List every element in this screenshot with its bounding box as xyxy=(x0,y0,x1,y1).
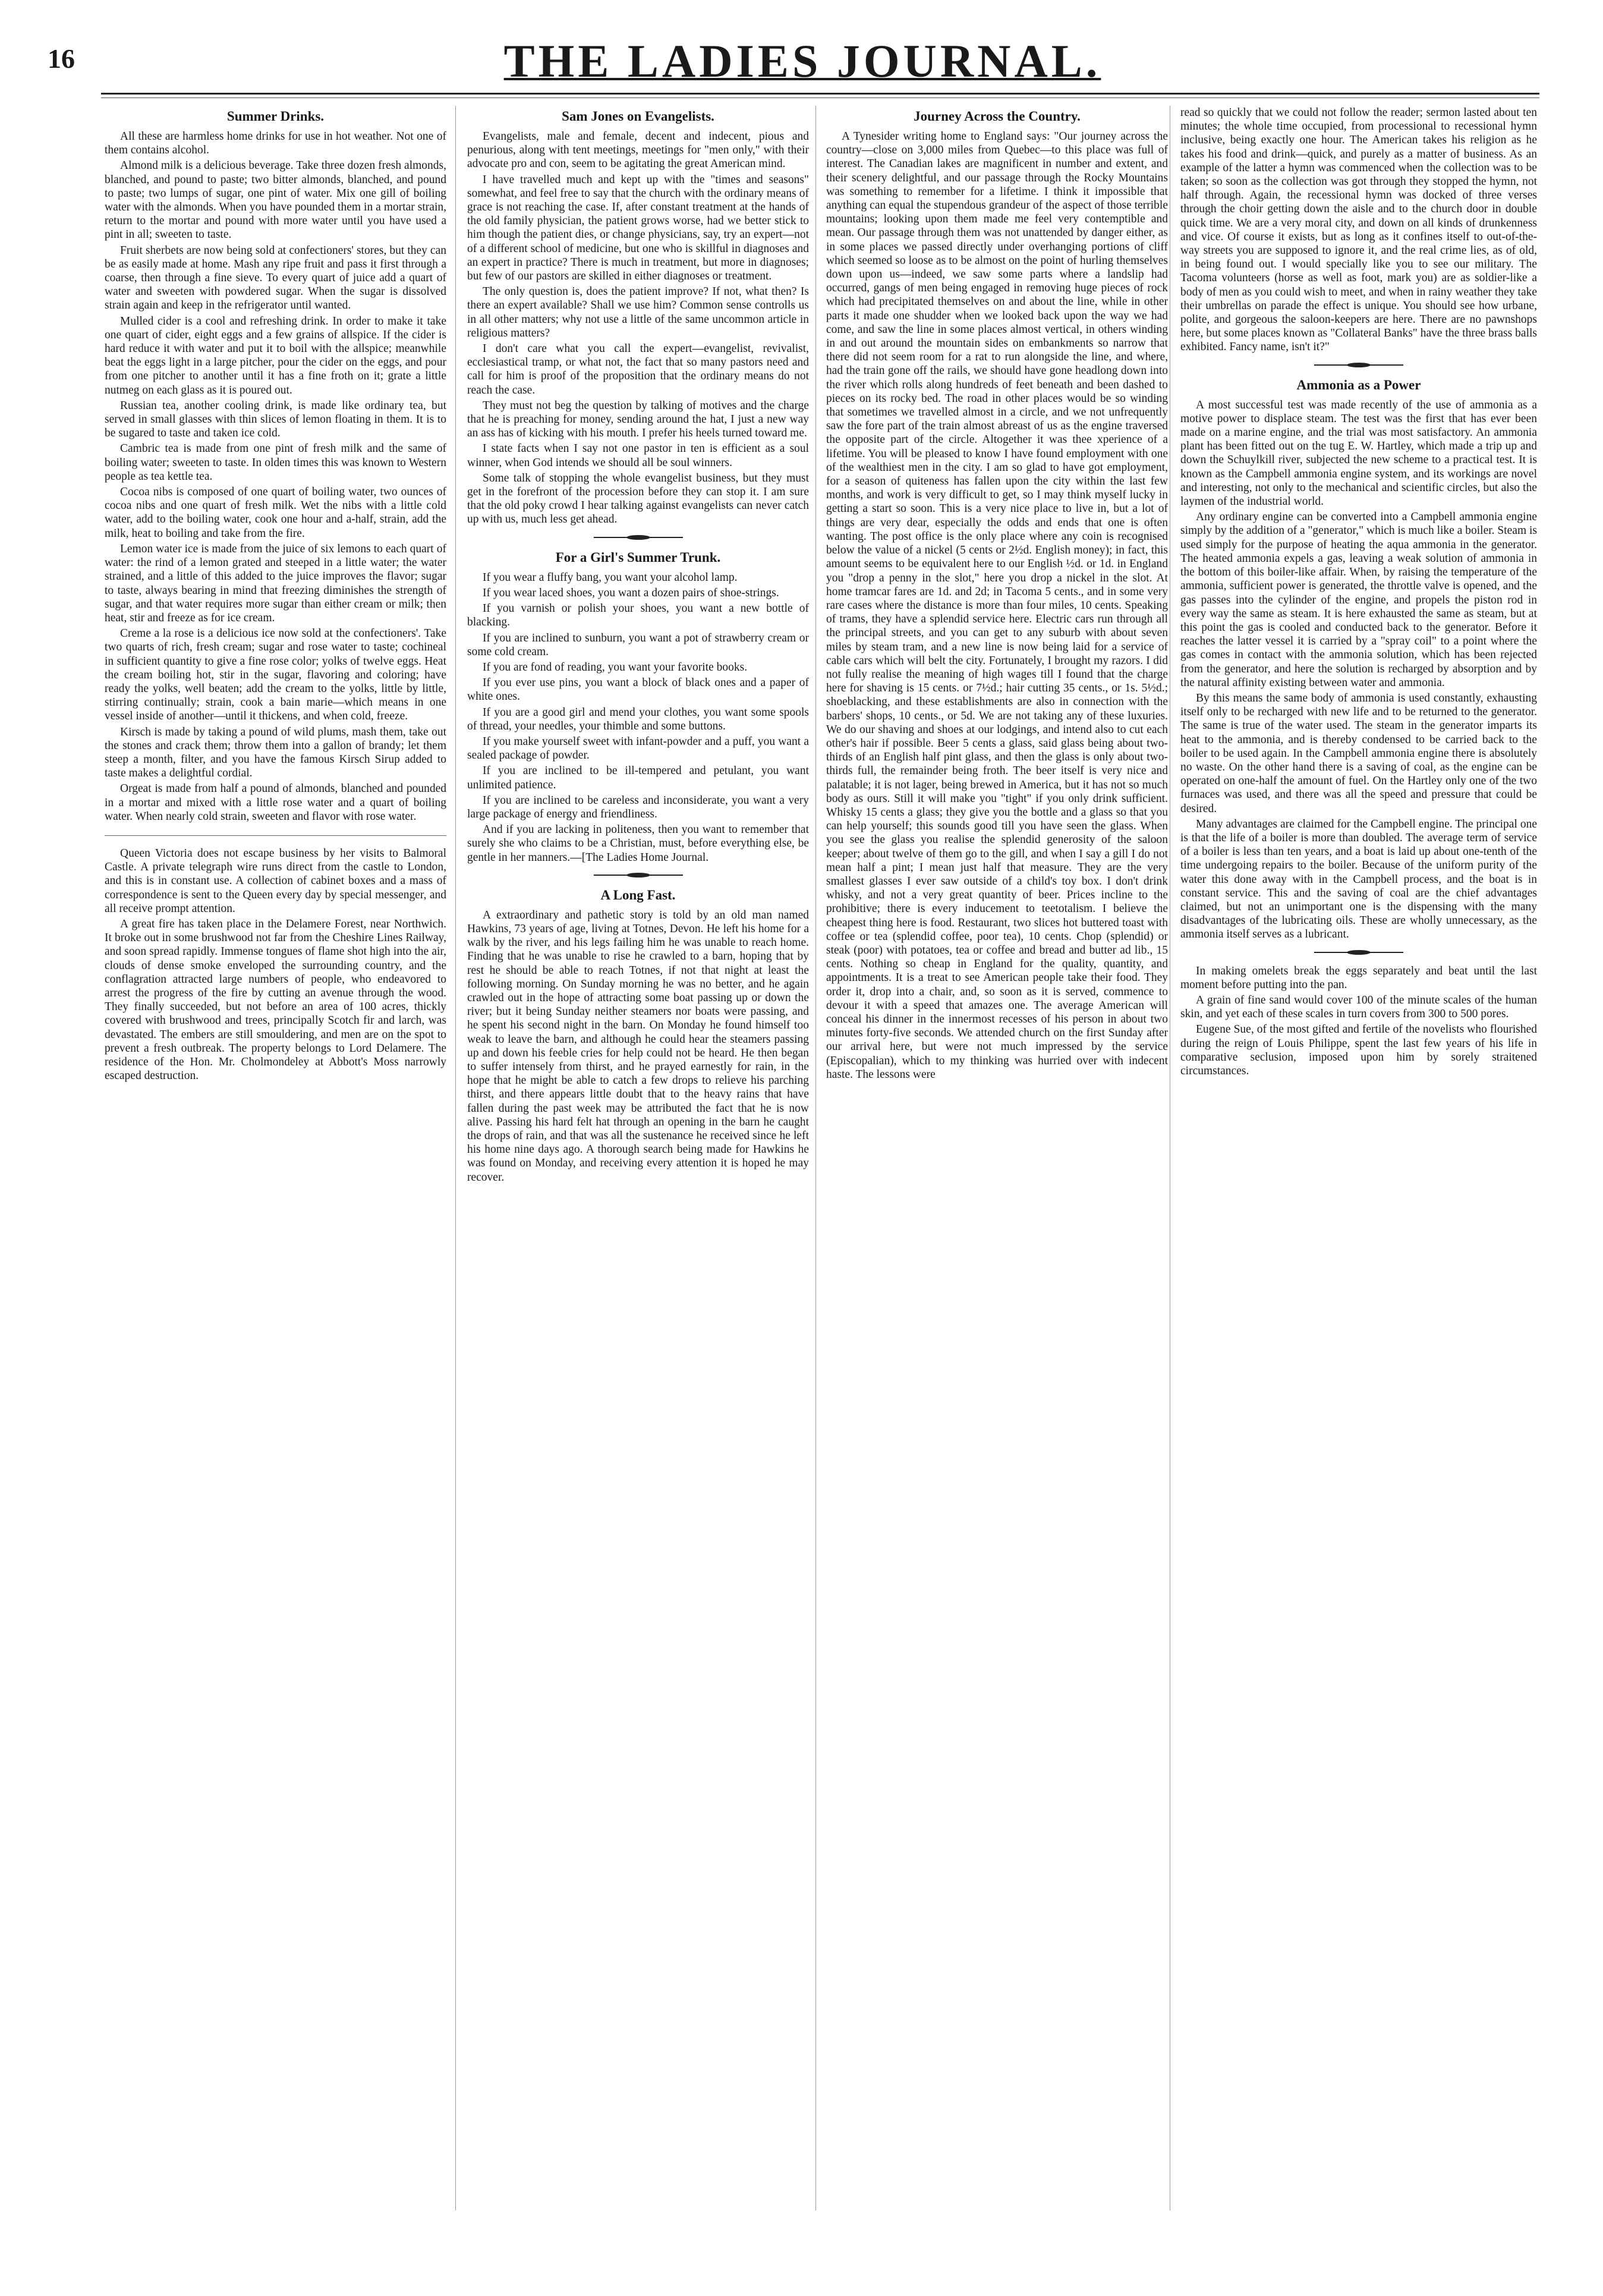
paragraph: read so quickly that we could not follow the reader; sermon lasted about ten minutes; the whole time occupied, from processional to recessional hymn inclusive, being exactly one hour. The American takes his religion as he takes his food and drink—quick, and purely as a matter of business. As an example of the latter a hymn was commenced when the collection was to be taken; so soon as the collection was got through they stopped the hymn, not half through. Again, the recessional hymn was docked of three verses through the choir getting down the aisle and to the church door in double quick time. We are a very moral city, and down on all kinds of drunkenness and vice. Of course it exists, but as long as it confines itself to out-of-the-way streets you are supposed to ignore it, and the real crime lies, as of old, in being found out. I would specially like you to see our military. The Tacoma volunteers (horse as well as foot, mark you) are as soldier-like a body of men as you could wish to meet, and when in rainy weather they take their umbrellas on parade the effect is unique. You should see how urbane, polite, and gorgeous the saloon-keepers are here. There are no pawnshops here, but some places known as "Collateral Banks" have the three brass balls exhibited. Fancy name, isn't it?" xyxy=(1180,106,1537,354)
paragraph: A great fire has taken place in the Delamere Forest, near Northwich. It broke out in some brushwood not far from the Cheshire Lines Railway, and soon spread rapidly. Immense tongues of flame shot high into the air, clouds of dense smoke enveloped the surrounding country, and the conflagration attracted large numbers of people, who endeavored to arrest the progress of the fire by cutting an avenue through the wood. They finally succeeded, but not before an area of 100 acres, thickly covered with brushwood and trees, principally Scotch fir and larch, was devastated. The embers are still smouldering, and men are on the spot to prevent a fresh outbreak. The property belongs to Lord Delamere. The residence of the Hon. Mr. Cholmondeley at Abbott's Moss narrowly escaped destruction. xyxy=(105,917,446,1083)
paragraph: If you are a good girl and mend your clothes, you want some spools of thread, your needles, your thimble and some buttons. xyxy=(467,706,809,732)
paragraph: If you wear laced shoes, you want a dozen pairs of shoe-strings. xyxy=(483,586,779,599)
paragraph: If you ever use pins, you want a block of black ones and a paper of white ones. xyxy=(467,677,809,703)
paragraph: Lemon water ice is made from the juice of six lemons to each quart of water: the rind of a lemon grated and steeped in a little water; the water strained, and a little of this added to the juice improves the flavor; sugar to taste, always bearing in mind that freezing diminishes the strength of sugar, and that water requires more sugar than either cream or milk; then heat, stir and freeze as for ice cream. xyxy=(105,542,446,624)
masthead-rule-thin xyxy=(101,97,1539,98)
paragraph: Kirsch is made by taking a pound of wild plums, mash them, take out the stones and crack them; throw them into a gallon of brandy; let them steep a month, filter, and you have the famous Kirsch Sirup added to taste makes a delightful cordial. xyxy=(105,725,446,780)
paragraph: A grain of fine sand would cover 100 of the minute scales of the human skin, and yet each of these scales in turn covers from 300 to 500 pores. xyxy=(1180,993,1537,1021)
paragraph: Any ordinary engine can be converted into a Campbell ammonia engine simply by the addition of a "generator," which is much like a boiler. Steam is used simply for the purpose of heating the aqua ammonia in the generator. The heated ammonia expels a gas, leaving a weak solution of ammonia in the bottom of this boiler-like affair. When, by raising the temperature of the ammonia, sufficient power is generated, the throttle valve is opened, and the gas passes into the cylinder of the engine, and propels the piston rod in every way the same as steam. It is here exhausted the same as steam, but at this point the gas is cooled and conducted back to the generator. Before it reaches the latter vessel it is carried by a "spray coil" to a point where the gas comes in contact with the ammonia solution, which has been rejected from the generator, and here the solution is recharged by absorption and by the natural affinity existing between water and ammonia. xyxy=(1180,511,1537,689)
paragraph: Fruit sherbets are now being sold at confectioners' stores, but they can be as easily made at home. Mash any ripe fruit and pass it first through a coarse, then through a fine sieve. To every quart of juice add a quart of water and sweeten with powdered sugar. When the sugar is dissolved strain again and keep in the refrigerator until wanted. xyxy=(105,244,446,312)
paragraph: Cocoa nibs is composed of one quart of boiling water, two ounces of cocoa nibs and one quart of fresh milk. Wet the nibs with a little cold water, add to the boiling water, cook one hour and a-half, strain, add the milk, heat to boiling and take from the fire. xyxy=(105,486,446,540)
paragraph: If you are inclined to sunburn, you want a pot of strawberry cream or some cold cream. xyxy=(467,631,809,658)
paragraph: A most successful test was made recently of the use of ammonia as a motive power to displace steam. The test was the first that has ever been made on a marine engine, and the trial was most satisfactory. An ammonia plant has been fitted out on the tug E. W. Hartley, which made a trip up and down the Schuylkill river, subjected the new scheme to a practical test. It is known as the Campbell ammonia engine system, and its workings are novel and interesting, not only to the mechanical and scientific circles, but also the laymen of the industrial world. xyxy=(1180,398,1537,508)
column-2 xyxy=(467,106,809,2258)
article-heading-summer-trunk: For a Girl's Summer Trunk. xyxy=(555,549,721,565)
paragraph: The only question is, does the patient improve? If not, what then? Is there an expert available? Shall we use him? Common sense controlls us in all other matters; why not use a little of the same uncommon article in religious matters? xyxy=(467,285,809,339)
ornamental-divider xyxy=(594,535,683,540)
page-number: 16 xyxy=(48,43,75,74)
paragraph: Queen Victoria does not escape business by her visits to Balmoral Castle. A private telegraph wire runs direct from the castle to London, and this is in constant use. A collection of cabinet boxes and a mass of correspondence is sent to the Queen every day by special messenger, and all receive prompt attention. xyxy=(105,847,446,915)
ornamental-divider xyxy=(1314,950,1403,955)
paragraph: All these are harmless home drinks for use in hot weather. Not one of them contains alcohol. xyxy=(105,130,446,157)
journal-title: THE LADIES JOURNAL. xyxy=(503,35,1101,87)
paragraph: They must not beg the question by talking of motives and the charge that he is preaching for money, sending around the hat, I just a new way an ass has of kicking with his mouth. I prefer his heels turned toward me. xyxy=(467,399,809,440)
column-3 xyxy=(826,106,1168,2258)
paragraph: If you varnish or polish your shoes, you want a new bottle of blacking. xyxy=(467,602,809,629)
paragraph: If you are fond of reading, you want your favorite books. xyxy=(483,661,748,674)
paragraph: Many advantages are claimed for the Campbell engine. The principal one is that the life of a boiler is more than doubled. The average term of service of a boiler is less than ten years, and a boat is laid up about one-tenth of the time undergoing repairs to the boiler. Because of the uniform purity of the water this done away with in the Campbell process, and the boat is in constant service. This and the saving of coal are the chief advantages claimed, but not an unimportant one is the dispensing with the many disadvantages of the lubricating oils. These are wholly unnecessary, as the ammonia itself serves as a lubricant. xyxy=(1180,817,1537,941)
column-4 xyxy=(1180,106,1537,2258)
paragraph: Orgeat is made from half a pound of almonds, blanched and pounded in a mortar and mixed with a little rose water and a quart of boiling water. When nearly cold strain, sweeten and flavor with rose water. xyxy=(105,782,446,823)
paragraph: Creme a la rose is a delicious ice now sold at the confectioners'. Take two quarts of rich, fresh cream; sugar and rose water to taste; cochineal in sufficient quantity to give a fine rose color; yolks of twelve eggs. Heat the cream boiling hot, stir in the sugar, flavoring and coloring; have ready the yolks, well beaten; add the cream to the yolks, little by little, stirring continually; strain, cook a bain marie—which means in one vessel inside of another—until it thickens, and when cold, freeze. xyxy=(105,627,446,723)
paragraph: Eugene Sue, of the most gifted and fertile of the novelists who flourished during the reign of Louis Philippe, spent the last few years of his life in comparative seclusion, imposed upon him by sorely straitened circumstances. xyxy=(1180,1023,1537,1077)
paragraph: A Tynesider writing home to England says: "Our journey across the country—close on 3,000 miles from Quebec—to this place was full of interest. The Canadian lakes are magnificent in number and extent, and their scenery delightful, and our passage through the Rocky Mountains was something to remember for a lifetime. I think it impossible that anything can equal the stupendous grandeur of the aspect of those terrible mountains; looking upon them made me feel very contemptible and mean. Our passage through them was not unattended by danger either, as in some places we passed directly under overhanging portions of cliff which seemed so loose as to be almost on the point of hurling themselves down upon us—indeed, we saw some parts where a landslip had occurred, gangs of men being engaged in removing huge pieces of rock which had precipitated themselves on and about the line, while in other parts it made one shudder when we looked back upon the way we had come, and saw the line in some places almost vertical, in others winding in and out around the mountain sides on embankments so narrow that there did not seem room for a rat to run alongside the line, and where, had the train gone off the rails, we should have gone headlong down into the river which rolls along hundreds of feet beneath and been dashed to pieces on its rocky bed. The road in other places would be so winding that sometimes we travelled almost in a circle, and we not unfrequently saw the fore part of the train almost abreast of us as the engine traversed the opposite part of the circle. Altogether it was thee xperience of a lifetime. You will be pleased to know I have found employment with one of the wealthiest men in the city. I am so glad to have got employment, for a season of quiteness has fallen upon the city within the last few months, and work is very difficult to get, so I may think myself lucky in getting a start so soon. This is a very nice place to live in, but a lot of things are very dear, especially the odds and ends that one is often wanting. The post office is the only place where any coin is recognised below the value of a nickel (5 cents or 2½d. English money); in fact, this amount seems to be equivalent here to our English ½d. or 1d. in England you "drop a penny in the slot," here you drop a nickel in the slot. At home tramcar fares are 1d. and 2d; in Tacoma 5 cents., and in some very rare cases where the distance is more than four miles, 10 cents. Speaking of trams, they have a splendid service here. Electric cars run through all the principal streets, and you can get to any suburb with about seven miles by steam tram, and a new line is now being laid for a service of cable cars which will belt the city. Fortunately, I brought my razors. I did not fully realise the meaning of high wages till I found that the charge here for shaving is 15 cents. or 7½d.; hair cutting 35 cents., or 1s. 5½d.; shoeblacking, and these establishments are also in connection with the barbers' shops, 10 cents., or 5d. We are not taking any of these luxuries. We do our shaving and shoes at our lodgings, and intend also to cut each other's hair if possible. Beer 5 cents a glass, said glass being about two-thirds of an English half pint glass, and then the glass is only about two-thirds full, the remainder being froth. The beer itself is very nice and palatable; it is not lager, being brewed in America, but it has not so much body as ours. Still it will make you "tight" if you only drink sufficient. Whisky 15 cents a glass; they give you the bottle and a glass so that you can help yourself; this sounds good till you have seen the glass. When you see the glass you realise the splendid generosity of the saloon keeper; about twelve of them go to the gill, and when I say a gill I do not mean half a pint; I mean just half that measure. They are the very smallest glasses I ever saw outside of a child's toy box. I don't drink whisky, and not a very great quantity of beer. Prices incline to the prohibitive; there is every inducement to teetotalism. I believe the cheapest thing here is food. Restaurant, two slices hot buttered toast with coffee or tea (splendid coffee, poor tea), 10 cents. Chop (splendid) or steak (poor) with potatoes, tea or coffee and bread and butter ad lib., 15 cents. Nothing so cheap in England for the quality, quantity, and appointments. It is a treat to see American people take their food. They order it, drop into a chair, and, so soon as it is served, commence to devour it with a speed that amazes one. The average American will conceal his dinner in the innermost recesses of his person in about two minutes forty-five seconds. We attended church on the first Sunday after our arrival here, but were not much impressed by the service (Episcopalian), which to my thinking was hurried over with indecent haste. The lessons were xyxy=(826,130,1168,1081)
paragraph: Russian tea, another cooling drink, is made like ordinary tea, but served in small glasses with thin slices of lemon floating in them. It is to be sugared to taste and taken ice cold. xyxy=(105,399,446,440)
column-separator xyxy=(455,106,456,2210)
section-rule xyxy=(105,835,446,836)
column-separator xyxy=(815,106,816,2210)
masthead xyxy=(48,35,1557,87)
paragraph: If you wear a fluffy bang, you want your alcohol lamp. xyxy=(483,571,738,584)
article-heading-journey: Journey Across the Country. xyxy=(914,109,1081,124)
article-heading-summer-drinks: Summer Drinks. xyxy=(226,109,325,124)
article-heading-sam-jones: Sam Jones on Evangelists. xyxy=(562,109,714,124)
masthead-rule xyxy=(101,93,1539,95)
paragraph: Almond milk is a delicious beverage. Take three dozen fresh almonds, blanched, and pound to paste; two bitter almonds, blanched, and pound to paste; two lumps of sugar, one pint of water. Mix one gill of boiling water with the almonds. When you have pounded them in a mortar strain, return to the mortar and pound with more water until you have used a pint in all; sweeten to taste. xyxy=(105,159,446,241)
paragraph: I state facts when I say not one pastor in ten is efficient as a soul winner, when God intends we should all be soul winners. xyxy=(467,442,809,469)
paragraph: A extraordinary and pathetic story is told by an old man named Hawkins, 73 years of age, living at Totnes, Devon. He left his home for a walk by the river, and his legs failing him he was unable to reach home. Finding that he was unable to rise he crawled to a barn, hoping that by rest he should be able to reach Totnes, if not that night at least the following morning. On Sunday morning he was no better, and he again crawled out in the hope of attracting some boat passing up or down the river; but it being Sunday neither steamers nor boats were passing, and he spent his second night in the barn. On Monday he found himself too weak to leave the barn, and although he could hear the steamers passing up and down his feeble cries for help could not be heard. He then began to suffer intensely from thirst, and he prayed earnestly for rain, in the hope that he might be able to catch a few drops to relieve his parching thirst, and there appears little doubt that to the heavy rains that have fallen during the past week may be attributed the fact that he is now alive. Passing his hard felt hat through an opening in the barn he caught the drops of rain, and that was all the sustenance he received since he left his home nine days ago. A thorough search being made for Hawkins he was found on Monday, and receiving every attention it is hoped he may recover. xyxy=(467,908,809,1184)
paragraph: In making omelets break the eggs separately and beat until the last moment before putting into the pan. xyxy=(1180,964,1537,991)
paragraph: If you are inclined to be ill-tempered and petulant, you want unlimited patience. xyxy=(467,765,809,791)
article-heading-ammonia: Ammonia as a Power xyxy=(1296,377,1421,392)
paragraph: If you are inclined to be careless and inconsiderate, you want a very large package of energy and friendliness. xyxy=(467,794,809,820)
article-heading-long-fast: A Long Fast. xyxy=(600,887,676,902)
paragraph: I don't care what you call the expert—evangelist, revivalist, ecclesiastical tramp, or what not, the fact that so many pastors need and call for him is proof of the proposition that the ordinary means do not reach the case. xyxy=(467,342,809,397)
paragraph: Cambric tea is made from one pint of fresh milk and the same of boiling water; sweeten to taste. In olden times this was known to Western people as tea kettle tea. xyxy=(105,442,446,483)
column-1 xyxy=(105,106,446,2258)
paragraph: I have travelled much and kept up with the "times and seasons" somewhat, and feel free to say that the church with the ordinary means of grace is not reaching the case. If, after constant treatment at the hands of the old family physician, the patient grows worse, had we better stick to him though the patient dies, or change physicians, say, try an expert—not of a different school of medicine, but one who is skillful in diagnoses and an expert in practice? There is much in treatment, but more in diagnoses; but few of our pastors are skilled in either diagnoses or treatment. xyxy=(467,173,809,283)
paragraph: If you make yourself sweet with infant-powder and a puff, you want a sealed package of powder. xyxy=(467,735,809,762)
paragraph: Mulled cider is a cool and refreshing drink. In order to make it take one quart of cider, eight eggs and a few grains of allspice. If the cider is hard reduce it with water and put it to boil with the allspice; meanwhile beat the eggs light in a large pitcher, pour the cider on the eggs, and pour from one pitcher to another until it has a fine froth on it; grate a little nutmeg on each glass as it is poured out. xyxy=(105,314,446,397)
ornamental-divider xyxy=(594,873,683,877)
paragraph: And if you are lacking in politeness, then you want to remember that surely she who claims to be a Christian, must, before everything else, be gentle in her manners.—[The Ladies Home Journal. xyxy=(467,823,809,864)
ornamental-divider xyxy=(1314,363,1403,367)
paragraph: Evangelists, male and female, decent and indecent, pious and penurious, along with tent meetings, meetings for "men only," with their advocate pro and con, seem to be agitating the great American mind. xyxy=(467,130,809,171)
paragraph: Some talk of stopping the whole evangelist business, but they must get in the forefront of the procession before they can stop it. I am sure that the old poky crowd I hear talking against evangelists can never catch up with us, much less get ahead. xyxy=(467,471,809,526)
paragraph: By this means the same body of ammonia is used constantly, exhausting itself only to be recharged with new life and to be returned to the generator. The same is true of the water used. The steam in the generator imparts its heat to the ammonia, and is thereby condensed to be carried back to the boiler to be used again. In the Campbell ammonia engine there is absolutely no waste. On the other hand there is a saving of coal, as the engine can be operated on one-half the amount of fuel. On the Hartley only one of the two furnaces was used, and there was all the speed and pressure that could be desired. xyxy=(1180,691,1537,815)
